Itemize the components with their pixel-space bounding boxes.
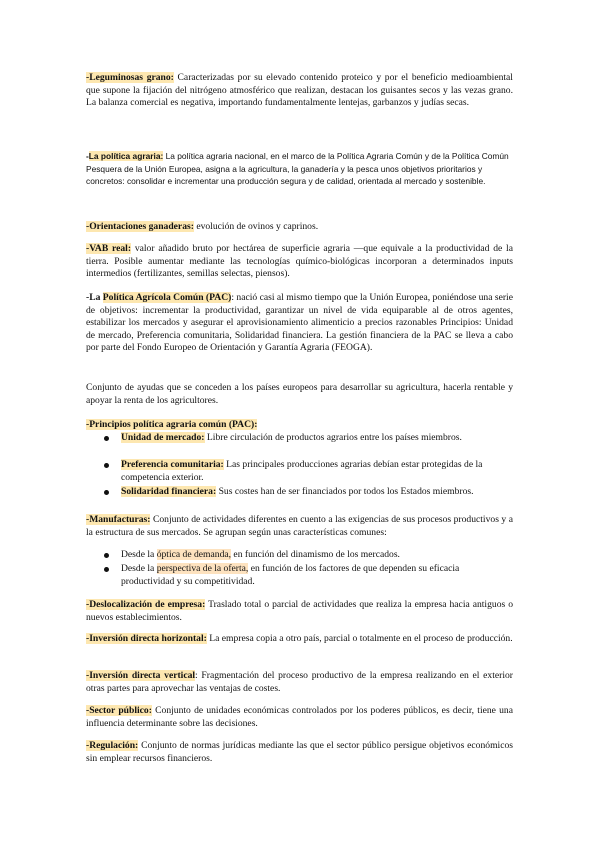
bullet-icon — [104, 436, 109, 441]
term-manufacturas: -Manufacturas: — [86, 514, 151, 525]
term-sector-publico: -Sector público: — [86, 705, 152, 716]
list-item: Unidad de mercado: Libre circulación de productos agrarios entre los países miembros. — [107, 432, 497, 445]
list-item: Preferencia comunitaria: Las principales producciones agrarias debían estar protegidas de la competencia exterior. — [107, 459, 497, 484]
list-item: Solidaridad financiera: Sus costes han de ser financiados por todos los Estados miembros. — [107, 486, 497, 499]
bullet-icon — [104, 490, 109, 495]
term-orientaciones: -Orientaciones ganaderas: — [86, 221, 194, 232]
paragraph-leguminosas: -Leguminosas grano: Caracterizadas por su elevado contenido proteico y por el beneficio medioambiental que supone la fijación del nitrógeno atmosférico que realizan, destacan los guisantes secos y las vezas grano. La balanza comercial es negativa, importando fundamentalmente lentejas, garbanzos y judías secas. — [86, 72, 513, 109]
term-inversion-horizontal: -Inversión directa horizontal: — [86, 633, 207, 644]
term-inversion-vertical: -Inversión directa vertical — [86, 670, 196, 681]
paragraph-vab-real: -VAB real: valor añadido bruto por hectárea de superficie agraria —que equivale a la productividad de la tierra. Posible aumentar mediante las tecnologías químico-biológicas incorporan a determinados inputs intermedios (fertilizantes, semillas selectas, piensos). — [86, 243, 513, 280]
term-vab-real: -VAB real: — [86, 243, 132, 254]
paragraph-pac: -La Política Agrícola Común (PAC): nació casi al mismo tiempo que la Unión Europea, poniéndose una serie de objetivos: incrementar la productividad, garantizar un nivel de vida equiparable al de otros agentes, estabilizar los mercados y asegurar el aprovisionamiento alimenticio a precios razonables Principios: Unidad de mercado, Preferencia comunitaria, Solidaridad financiera. La gestión financiera de la PAC se lleva a cabo por parte del Fondo Europeo de Orientación y Garantía Agraria (FEOGA). — [86, 292, 513, 354]
paragraph-inversion-horizontal: -Inversión directa horizontal: La empresa copia a otro país, parcial o totalmente en el proceso de producción. — [86, 633, 513, 644]
paragraph-deslocalizacion: -Deslocalización de empresa: Traslado total o parcial de actividades que realiza la empresa hacia antiguos o nuevos establecimientos. — [86, 599, 513, 623]
term-leguminosas: -Leguminosas grano: — [86, 72, 174, 83]
bullet-icon — [104, 567, 109, 572]
paragraph-manufacturas: -Manufacturas: Conjunto de actividades diferentes en cuento a las exigencias de sus procesos productivos y a la estructura de sus mercados. Se agrupan según unas características comunes: — [86, 514, 513, 538]
term-regulacion: -Regulación: — [86, 740, 139, 751]
paragraph-inversion-vertical: -Inversión directa vertical: Fragmentación del proceso productivo de la empresa realizando en el exterior otras partes para aprovechar las ventajas de costes. — [86, 670, 513, 694]
heading-principios: -Principios política agraria común (PAC): — [86, 419, 258, 430]
term-pac: Política Agrícola Común (PAC) — [102, 292, 232, 303]
bullet-icon — [104, 553, 109, 558]
paragraph-politica-agraria: -La política agraria: La política agraria nacional, en el marco de la Política Agraria Común y de la Política Común Pesquera de la Unión Europea, asigna a la agricultura, la ganadería y la pesca unos objetivos prioritarios y concretos: consolidar e incrementar una producción segura y de calidad, orientada al mercado y sostenible. — [86, 151, 509, 187]
paragraph-regulacion: -Regulación: Conjunto de normas jurídicas mediante las que el sector público persigue objetivos económicos sin emplear recursos financieros. — [86, 740, 513, 764]
bullet-icon — [104, 463, 109, 468]
list-item: Desde la perspectiva de la oferta, en función de los factores de que dependen su eficacia productividad y su competitividad. — [107, 563, 497, 588]
paragraph-conjunto-ayudas: Conjunto de ayudas que se conceden a los países europeos para desarrollar su agricultura, hacerla rentable y apoyar la renta de los agricultores. — [86, 382, 513, 406]
term-politica-agraria: La política agraria: — [88, 151, 164, 161]
term-deslocalizacion: -Deslocalización de empresa: — [86, 599, 206, 610]
list-item: Desde la óptica de demanda, en función del dinamismo de los mercados. — [107, 549, 497, 562]
paragraph-sector-publico: -Sector público: Conjunto de unidades económicas controlados por los poderes públicos, es decir, tiene una influencia determinante sobre las decisiones. — [86, 705, 513, 729]
paragraph-orientaciones: -Orientaciones ganaderas: evolución de ovinos y caprinos. — [86, 221, 319, 232]
